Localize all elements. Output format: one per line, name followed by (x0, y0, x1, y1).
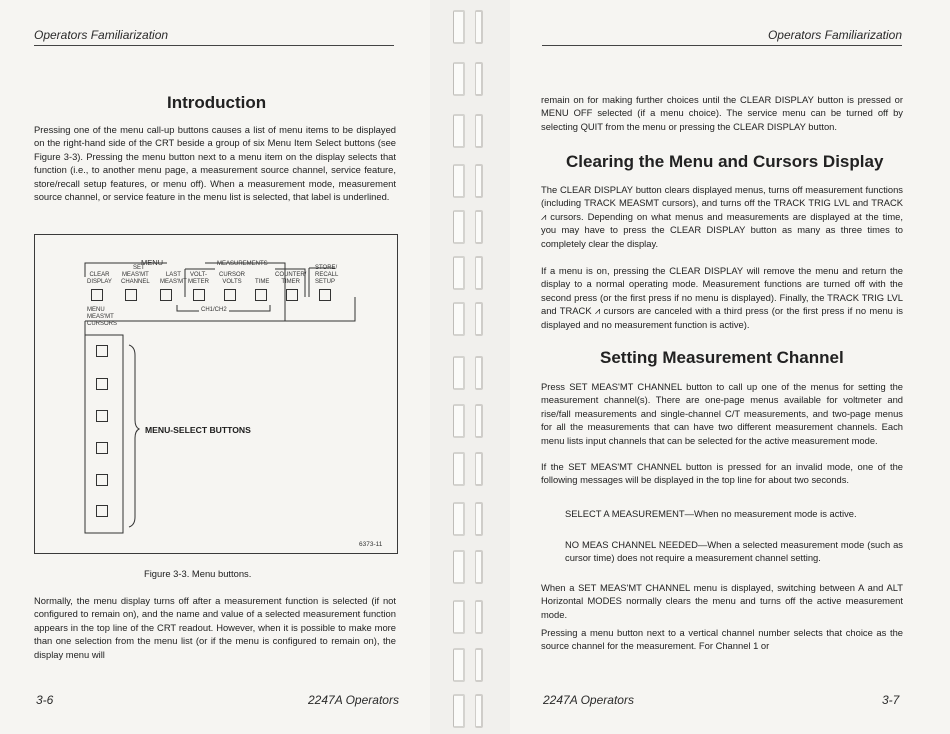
binding-ring (453, 452, 465, 486)
binding-ring (475, 502, 483, 536)
meas-mt-channel-label: MEAS'MT CHANNEL (121, 272, 150, 285)
binding-ring (453, 502, 465, 536)
figure-number: 6373-11 (359, 541, 383, 548)
binding-ring (475, 302, 483, 336)
introduction-title: Introduction (167, 93, 267, 112)
binding-ring (475, 10, 483, 44)
right-running-header: Operators Familiarization (542, 28, 902, 46)
binding-ring (453, 404, 465, 438)
binding-ring (453, 648, 465, 682)
cursor-volts-label: CURSOR VOLTS (219, 272, 246, 285)
binding-ring (475, 452, 483, 486)
clear-display-button[interactable] (91, 289, 103, 301)
cursor-volts-button[interactable] (224, 289, 236, 301)
menu-select-button-1[interactable] (96, 345, 108, 357)
last-meas-mt-label: LAST MEAS'MT (160, 272, 187, 285)
time-label: TIME (255, 279, 270, 285)
menu-select-button-4[interactable] (96, 442, 108, 454)
binding-ring (475, 550, 483, 584)
menu-select-button-2[interactable] (96, 378, 108, 390)
binding-ring (453, 550, 465, 584)
left-page-number: 3-6 (36, 693, 54, 707)
binding-ring (453, 210, 465, 244)
left-page (0, 0, 430, 734)
clearing-menu-title: Clearing the Menu and Cursors Display (566, 152, 884, 171)
volt-meter-label: VOLT- METER (188, 272, 209, 285)
binding-ring (475, 600, 483, 634)
setting-paragraph-3: When a SET MEAS'MT CHANNEL menu is displayed, switching between A and ALT Horizontal MODES normally clears the menu and turns off the active measurement mode. (541, 582, 903, 620)
side-labels: MENU MEAS'MT CURSORS (87, 307, 118, 327)
clearing-paragraph-2: If a menu is on, pressing the CLEAR DISPLAY will remove the menu and return the display to a normal operating mode. Measurement functions are turned off with the second press (or the first press if no menu is displayed). Finally, the TRACK TRIG LVL and TRACK ⩘ cursors are canceled with a third press (or the first press if no menu is displayed and no measurement function is active). (541, 265, 903, 330)
store-recall-setup-button[interactable] (319, 289, 331, 301)
binding-gutter (430, 0, 510, 734)
binding-ring (453, 694, 465, 728)
right-page-number: 3-7 (882, 693, 900, 707)
binding-ring (475, 62, 483, 96)
menu-select-button-3[interactable] (96, 410, 108, 422)
binding-ring (475, 694, 483, 728)
ch1-ch2-label: CH1/CH2 (201, 307, 227, 313)
menu-label: MENU (141, 258, 164, 267)
clear-display-label: CLEAR DISPLAY (87, 272, 112, 285)
binding-ring (475, 404, 483, 438)
last-meas-mt-button[interactable] (160, 289, 172, 301)
counter-timer-button[interactable] (286, 289, 298, 301)
menu-select-button-5[interactable] (96, 474, 108, 486)
binding-ring (475, 256, 483, 290)
set-label: SET (133, 265, 145, 271)
binding-ring (453, 600, 465, 634)
binding-ring (475, 114, 483, 148)
setting-paragraph-2: If the SET MEAS'MT CHANNEL button is pressed for an invalid mode, one of the following messages will be displayed in the top line for about two seconds. (541, 461, 903, 486)
measurements-label: MEASUREMENTS (217, 261, 268, 267)
set-meas-mt-channel-button[interactable] (125, 289, 137, 301)
binding-ring (453, 164, 465, 198)
left-running-header: Operators Familiarization (34, 28, 394, 46)
binding-ring (453, 114, 465, 148)
binding-ring (475, 210, 483, 244)
continuation-paragraph: remain on for making further choices until the CLEAR DISPLAY button is pressed or MENU OFF selected (if a menu choice). The service menu can be turned off by selecting QUIT from the menu or pressing the CLEAR DISPLAY button. (541, 94, 903, 132)
binding-ring (475, 356, 483, 390)
intro-paragraph: Pressing one of the menu call-up buttons causes a list of menu items to be displayed on the right-hand side of the CRT beside a group of six Menu Item Select buttons (see Figure 3-3). Pressing the menu button next to a menu item on the display selects that function (i.e., to another menu page, a measurement source channel, service feature, store/recall setup features, or menu off). When a measurement mode, measurement source channel, or service feature in the menu list is selected, that label is underlined. (34, 124, 396, 203)
time-button[interactable] (255, 289, 267, 301)
closing-paragraph: Normally, the menu display turns off after a measurement function is selected (if not configured to remain on), and the name and value of a selected measurement function appears in the top line of the CRT readout. However, when it is possible to make more than one selection from the menu list (or if the menu is configured to remain on), the display menu will (34, 595, 396, 660)
figure-menu-buttons (34, 234, 398, 554)
setting-paragraph-4: Pressing a menu button next to a vertical channel number selects that choice as the source channel for the measurement. For Channel 1 or (541, 627, 903, 652)
store-recall-setup-label: STORE/ RECALL SETUP (315, 265, 339, 285)
right-footer-doc: 2247A Operators (543, 693, 634, 707)
binding-ring (475, 164, 483, 198)
right-page (510, 0, 950, 734)
binding-ring (453, 256, 465, 290)
counter-timer-label: COUNTER/ TIMER (275, 272, 307, 285)
binding-ring (453, 62, 465, 96)
message-select-measurement: SELECT A MEASUREMENT—When no measurement mode is active. (565, 508, 857, 519)
figure-caption: Figure 3-3. Menu buttons. (144, 568, 252, 579)
binding-ring (475, 648, 483, 682)
binding-ring (453, 356, 465, 390)
menu-select-buttons-label: MENU-SELECT BUTTONS (145, 425, 251, 435)
menu-select-button-6[interactable] (96, 505, 108, 517)
binding-ring (453, 302, 465, 336)
setting-paragraph-1: Press SET MEAS'MT CHANNEL button to call up one of the menus for setting the measurement channel(s). There are one-page menus available for voltmeter and rise/fall measurements and single-channel C/T measurements, and two-page menus for all the measurements that can have two different measurement channels. Each menu lists input channels that can be selected for the active measurement mode. (541, 381, 903, 446)
message-no-meas-channel: NO MEAS CHANNEL NEEDED—When a selected measurement mode (such as cursor time) does not require a measurement channel setting. (565, 539, 903, 564)
volt-meter-button[interactable] (193, 289, 205, 301)
left-footer-doc: 2247A Operators (308, 693, 399, 707)
setting-channel-title: Setting Measurement Channel (600, 348, 844, 367)
binding-ring (453, 10, 465, 44)
clearing-paragraph-1: The CLEAR DISPLAY button clears displayed menus, turns off measurement functions (including TRACK MEASMT cursors), and turns off the TRACK TRIG LVL and TRACK ⩘ cursors. Depending on what menus and measurements are displayed at the time, you may have to press the CLEAR DISPLAY button as many as three times to completely clear the display. (541, 184, 903, 249)
